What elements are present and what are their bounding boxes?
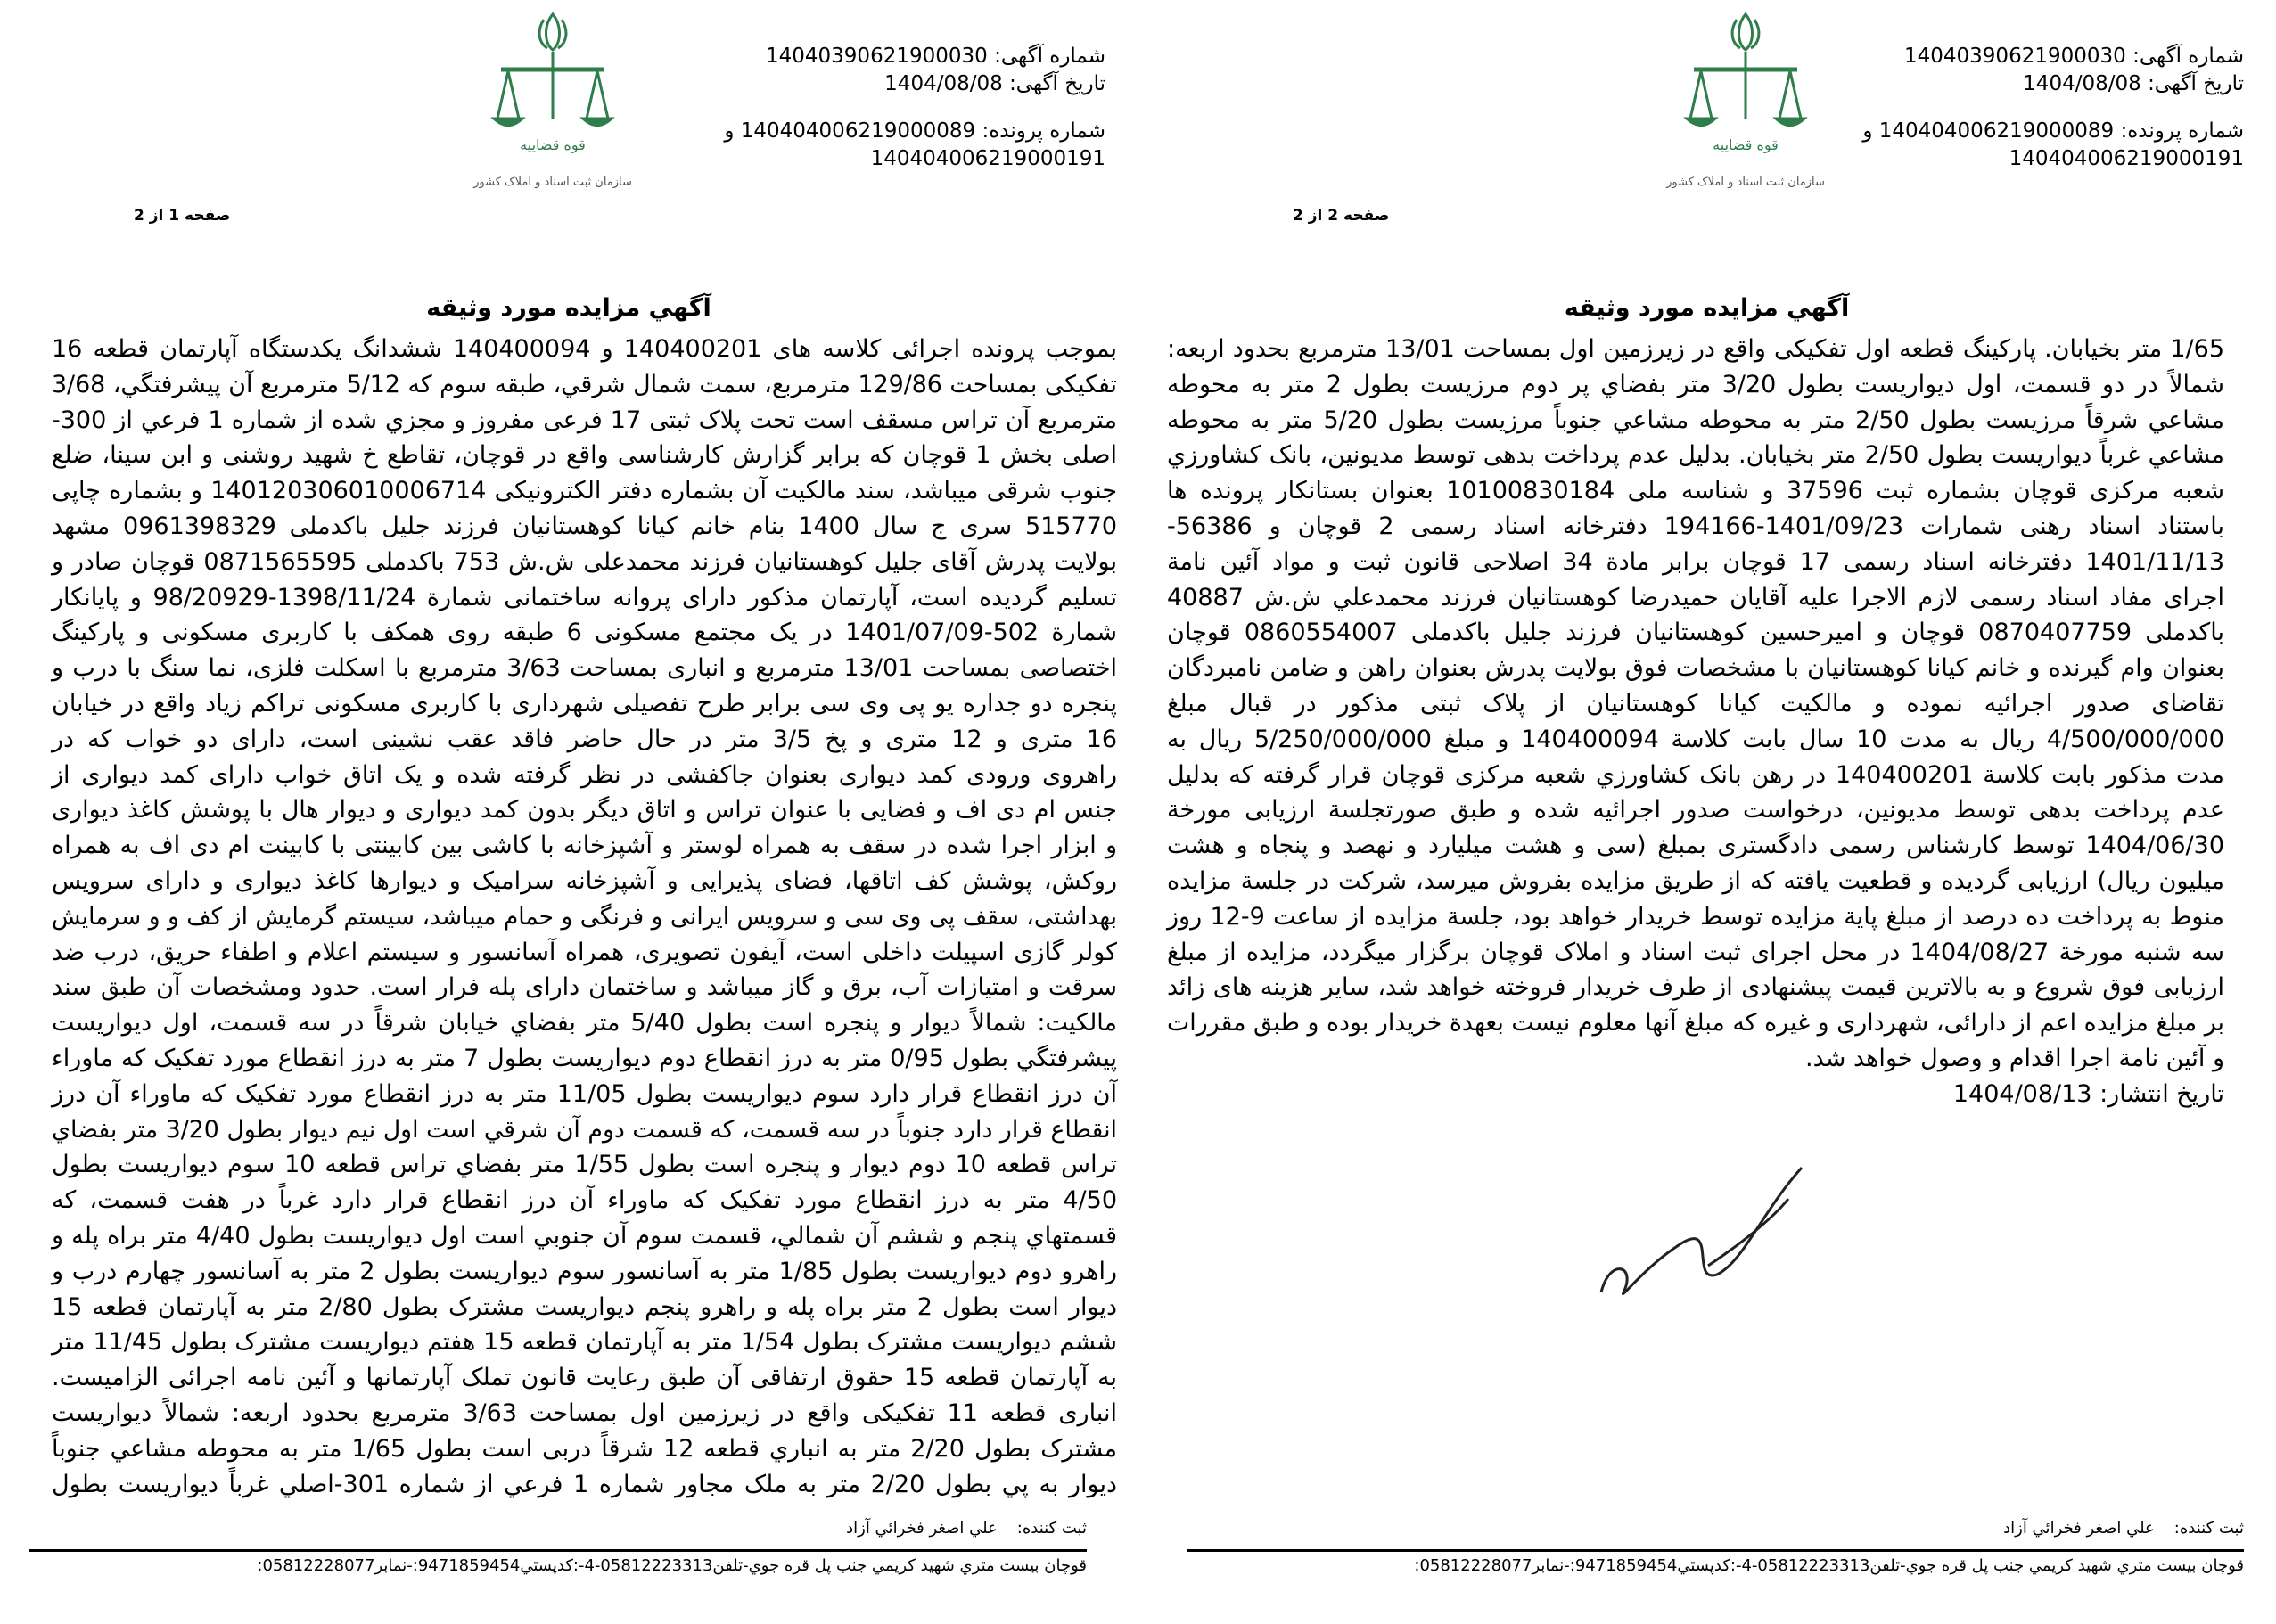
judiciary-emblem-icon (473, 7, 632, 199)
judiciary-emblem-icon (1666, 7, 1825, 199)
text-line: راهرو دوم دیواریست بطول 1/85 متر به آسانسور سوم دیواریست بطول 2 متر به آسانسور چهارم درب و (52, 1257, 1117, 1285)
text-line: شعبه مرکزی قوچان بشماره ثبت 37596 و شناسه ملی 10100830184 بعنوان بستانکار پرونده ها (1167, 477, 2225, 505)
text-line: و ابزار اجرا شده در سقف به همراه لوستر و آشپزخانه با کاشی بین کابینتی با کابینت ام دی اف به همراه (52, 832, 1117, 860)
publish-date-row (1167, 1077, 2224, 1112)
registrar-label: ثبت کننده: (1016, 1519, 1087, 1538)
text-line: کولر گازی اسپیلت داخلی است، آیفون تصویری، همراه آسانسور و سیستم اعلام و اطفاء حریق، درب ضد (52, 938, 1117, 966)
text-line: تفکیکی بمساحت 129/86 مترمربع، سمت شمال شرقي، طبقه سوم که 5/12 مترمربع آن پیشرفتگي، 3/68 (52, 370, 1117, 398)
text-line: پنجره دو جداره یو پی وی سی برابر طرح تفصیلی شهرداری با کاربری مسکونی تراکم زیاد واقع در خیابان (52, 689, 1117, 718)
text-line: مشاعي شرقاً مرزيست بطول 2/50 متر به محوطه مشاعي جنوباً مرزيست بطول 5/20 متر به محوطه (1167, 406, 2224, 434)
judiciary-logo (1666, 7, 1825, 199)
text-line: 16 متری و 12 متری و پخ 3/5 متر در حال حاضر فاقد عقب نشینی است، دارای دو خواب که در (52, 725, 1118, 753)
text-line: ششم دیواریست مشترک بطول 1/54 متر به آپارتمان قطعه 15 هفتم دیواریست مشترک بطول 11/45 متر (52, 1328, 1117, 1357)
svg-text:قوه قضاییه: قوه قضاییه (1713, 136, 1779, 153)
text-line: روکش، پوشش کف اتاقها، فضای پذیرایی و آشپزخانه سرامیک و دیوارها کاغذ دیواری و دارای سرویس (52, 866, 1117, 895)
text-line: سه شنبه مورخة 1404/08/27 در محل اجرای ثبت اسناد و املاک قوچان برگزار میگردد، مزایده از مبلغ (1167, 938, 2225, 966)
file-number-row (1862, 118, 2244, 145)
text-line: 515770 سری ج سال 1400 بنام خانم کیانا کوهستانیان فرزند جلیل باکدملی 0961398329 مشهد (52, 512, 1118, 540)
text-line: مالکیت: شمالاً دیوار و پنجره است بطول 5/40 متر بفضاي خيابان شرقاً در سه قسمت، اول دیواریست (52, 1009, 1117, 1038)
text-line: میلیون ریال) ارزیابی گردیده و قطعیت یافته که از طریق مزایده بفروش میرسد، شرکت در جلسة مزایده (1167, 866, 2224, 895)
registrar-name: علي اصغر فخرائي آزاد (846, 1519, 998, 1538)
ad-number-row (1862, 43, 2244, 70)
ad-date: 1404/08/08 (2023, 72, 2141, 95)
text-line: اصلی بخش 1 قوچان که برابر گزارش کارشناسی واقع در قوچان، تقاطع خ شهید روشنی و ابن سینا، ضلع (52, 441, 1117, 470)
file-number: 140404006219000089 (1878, 119, 2115, 143)
text-line: پیشرفتگي بطول 0/95 متر به درز انقطاع دوم دیواریست بطول 7 متر به درز انقطاع مورد تفکیک که ماوراء (52, 1044, 1117, 1072)
footer-divider (29, 1549, 1087, 1552)
text-line: بر مبلغ مزایده اعم از دارائی، شهرداری و غیره که مبلغ آنها معلوم نیست بعهدة خریدار بوده و طبق مقررات (1166, 1009, 2224, 1038)
page-2-of-2 (1138, 0, 2276, 1624)
text-line: تقاضای صدور اجرائیه نموده و مالکیت کیانا کوهستانیان از پلاک ثبتی مذکور در قبال مبلغ (1167, 689, 2224, 718)
text-line: جنس ام دی اف و فضایی با عنوان تراس و اتاق دیگر بدون کمد دیواری و دیوار هال با پوشش کاغذ دیواری (52, 796, 1117, 824)
text-line: و آئین نامة اجرا اقدام و وصول خواهد شد. (1805, 1044, 2224, 1072)
text-line: باکدملی 0870407759 قوچان و امیرحسین کوهستانیان فرزند جلیل باکدملی 0860554007 قوچان (1167, 619, 2225, 647)
ad-number: 14040390621900030 (1904, 45, 2126, 68)
file-number-label: شماره پرونده: (982, 119, 1105, 143)
text-line: مشترک بطول 2/20 متر به انباري قطعه 12 شرقاً دربی است بطول 1/65 متر به محوطه مشاعي جنوباً (52, 1434, 1118, 1463)
notice-title: آگهي مزايده مورد وثيقه (426, 294, 711, 322)
text-line: انباری قطعه 11 تفکیکی واقع در زیرزمین اول بمساحت 3/63 مترمربع بحدود اربعه: شمالاً دیواریست (52, 1398, 1117, 1427)
text-line: بهداشتی، سقف پی وی سی و سرویس ایرانی و فرنگی و حمام میباشد، سیستم گرمایش از کف و و سرمایش (52, 902, 1117, 931)
ad-number-label: شماره آگهی: (2132, 45, 2244, 68)
text-line: راهروی ورودی کمد دیواری بعنوان جاکفشی در نظر گرفته شده و یک اتاق خواب دارای کمد دیواری از (52, 760, 1117, 789)
text-line: اجرای مفاد اسناد رسمی لازم الاجرا علیه آقایان حمیدرضا کوهستانیان فرزند محمدعلي ش.ش 40887 (1167, 583, 2224, 611)
svg-text:قوه قضاییه: قوه قضاییه (520, 136, 586, 153)
text-line: قسمتهاي پنجم و ششم آن شمالي، قسمت سوم آن جنوبي است اول دیواریست بطول 4/40 متر براه پله و (52, 1221, 1118, 1250)
text-line: باستناد اسناد رهنی شمارات 1401/09/23-194166 دفترخانه اسناد رسمی 2 قوچان و 56386- (1167, 512, 2224, 540)
ad-number-row (724, 43, 1105, 70)
file-number: 140404006219000191 (2009, 147, 2244, 170)
registrar-row (826, 1519, 1087, 1538)
ad-date: 1404/08/08 (884, 72, 1003, 95)
ad-number-label: شماره آگهی: (994, 45, 1105, 68)
registrar-row (1984, 1519, 2244, 1538)
ad-date-row (724, 70, 1105, 98)
svg-text:سازمان ثبت اسناد و املاک کشور: سازمان ثبت اسناد و املاک کشور (473, 176, 632, 189)
text-line: انقطاع قرار دارد جنوباً در سه قسمت، که قسمت دوم آن شرقي است اول نیم دیوار بطول 3/20 متر بفضاي (52, 1115, 1117, 1144)
text-line: منوط به پرداخت ده درصد از مبلغ پایة مزایده توسط خریدار خواهد بود، جلسة مزایده از ساعت 9-12 روز (1167, 902, 2224, 931)
judiciary-logo (473, 7, 632, 199)
text-line: 1401/11/13 دفترخانه اسناد رسمی 17 قوچان برابر مادة 34 اصلاحی قانون ثبت و مواد آئین نامة (1167, 547, 2224, 576)
text-line: 1404/06/30 توسط کارشناس رسمی دادگستری بمبلغ (سی و هشت میلیارد و نهصد و پنجاه و هشت (1167, 832, 2224, 860)
text-line: مدت مذکور بابت کلاسة 140400201 در رهن بانک کشاورزي شعبه مرکزی قوچان قرار گرفته که بدلیل (1167, 760, 2224, 789)
publish-date: 1404/08/13 (1952, 1079, 2092, 1108)
office-address: قوچان بيست متري شهيد كريمي جنب پل قره جوي-تلفن05812223313-4-:كدپستي9471859454:-نمابر05812228077: (257, 1556, 1087, 1575)
text-line: مشاعي غرباً ديواريست بطول 2/50 متر بخيابان. بدليل عدم پرداخت بدهی توسط مدیونین، بانک کشاورزي (1167, 441, 2224, 470)
file-number-joiner: و (1862, 119, 1873, 143)
text-line: بولایت پدرش آقای جلیل کوهستانیان فرزند محمدعلی ش.ش 753 باکدملی 0871565595 قوچان صادر و (52, 547, 1118, 576)
footer-divider (1187, 1549, 2244, 1552)
svg-text:سازمان ثبت اسناد و املاک کشور: سازمان ثبت اسناد و املاک کشور (1666, 176, 1825, 189)
registrar-name: علي اصغر فخرائي آزاد (2003, 1519, 2155, 1538)
ad-date-label: تاریخ آگهی: (2148, 72, 2244, 95)
file-number-row (724, 118, 1105, 145)
file-number-joiner: و (724, 119, 735, 143)
text-line: 4/500/000/000 ریال به مدت 10 سال بابت کلاسة 140400094 و مبلغ 5/250/000/000 ریال به (1167, 725, 2224, 753)
notice-title: آگهي مزايده مورد وثيقه (1564, 294, 1850, 322)
text-line: مترمربع آن تراس مسقف است تحت پلاک ثبتی 17 فرعی مفروز و مجزي شده از شماره 1 فرعي از 300- (52, 406, 1117, 434)
page-indicator: صفحه 1 از 2 (134, 207, 231, 225)
text-line: تسلیم گردیده است، آپارتمان مذکور دارای پروانه ساختمانی شمارة 1398/11/24-98/20929 و پایانکار (52, 583, 1117, 611)
signature-icon (1583, 1159, 1815, 1310)
ad-date-label: تاریخ آگهی: (1009, 72, 1105, 95)
text-line: اختصاصی بمساحت 13/01 مترمربع و انباری بمساحت 3/63 مترمربع با اسکلت فلزی، نما سنگ با درب و (52, 654, 1118, 683)
text-line: بموجب پرونده اجرائی کلاسه های 140400201 و 140400094 ششدانگ یکدستگاه آپارتمان قطعه 16 (52, 335, 1117, 363)
text-line: شمارة 502-1401/07/09 در یک مجتمع مسکونی 6 طبقه روی همکف با کاربری مسکونی و پارکینگ (52, 619, 1117, 647)
text-line: تراس قطعه 10 دوم دیوار و پنجره است بطول 1/55 متر بفضاي تراس قطعه 10 سوم دیواریست بطول (52, 1151, 1118, 1179)
text-line: عدم پرداخت بدهی توسط مدیونین، درخواست صدور اجرائیه شده و طبق صورتجلسة ارزیابی مورخة (1167, 796, 2224, 824)
office-address: قوچان بيست متري شهيد كريمي جنب پل قره جوي-تلفن05812223313-4-:كدپستي9471859454:-نمابر05812228077: (1414, 1556, 2244, 1575)
file-number: 140404006219000089 (740, 119, 976, 143)
text-line: ارزیابی فوق شروع و به بالاترین قیمت پیشنهادی از طرف خریدار فروخته خواهد شد، سایر هزینه های زائد (1167, 973, 2224, 1002)
text-line: سرقت و امتیازات آب، برق و گاز میباشد و ساختمان دارای پله فرار است. حدود ومشخصات آن طبق سند (52, 973, 1117, 1002)
text-line: جنوب شرقی میباشد، سند مالکیت آن بشماره دفتر الکترونیکی 140120306010006714 و بشماره چاپی (52, 477, 1118, 505)
notice-header (724, 43, 1105, 173)
text-line: شمالاً در دو قسمت، اول دیواریست بطول 3/20 متر بفضاي پر دوم مرزيست بطول 2 متر به محوطه (1167, 370, 2224, 398)
file-number: 140404006219000191 (870, 147, 1105, 170)
page-indicator: صفحه 2 از 2 (1293, 207, 1390, 225)
text-line: 1/65 متر بخیابان. پارکینگ قطعه اول تفکیکی واقع در زیرزمین اول بمساحت 13/01 مترمربع بحدود اربعه: (1167, 335, 2224, 363)
text-line: بعنوان وام گیرنده و خانم کیانا کوهستانیان با مشخصات فوق بولایت پدرش بعنوان راهن و ضامن نامبردگان (1167, 654, 2224, 683)
text-line: 4/50 متر به درز انقطاع مورد تفکیک که ماوراء آن درز انقطاع قرار دارد غرباً در هفت قسمت، که (52, 1186, 1117, 1215)
text-line: به آپارتمان قطعه 15 حقوق ارتفاقی آن طبق رعایت قانون تملک آپارتمانها و آئین نامه اجرائی الزامیست. (52, 1364, 1117, 1392)
file-number-label: شماره پرونده: (2120, 119, 2244, 143)
notice-body (1167, 332, 2224, 1112)
notice-header (1862, 43, 2244, 173)
text-line: آن درز انقطاع قرار دارد سوم دیواریست بطول 11/05 متر به درز انقطاع مورد تفکیک که ماوراء آن درز (52, 1079, 1117, 1108)
publish-date-label: تاریخ انتشار: (2099, 1079, 2224, 1108)
text-line: دیوار است بطول 2 متر براه پله و راهرو پنجم دیواریست مشترک بطول 2/80 متر به آپارتمان قطعه 15 (52, 1292, 1117, 1321)
ad-date-row (1862, 70, 2244, 98)
registrar-label: ثبت کننده: (2173, 1519, 2244, 1538)
text-line: دیوار به پي بطول 2/20 متر به ملک مجاور شماره 1 فرعي از شماره 301-اصلي غرباً دیواریست بطول (52, 1470, 1117, 1498)
ad-number: 14040390621900030 (766, 45, 988, 68)
notice-body (52, 332, 1117, 1502)
